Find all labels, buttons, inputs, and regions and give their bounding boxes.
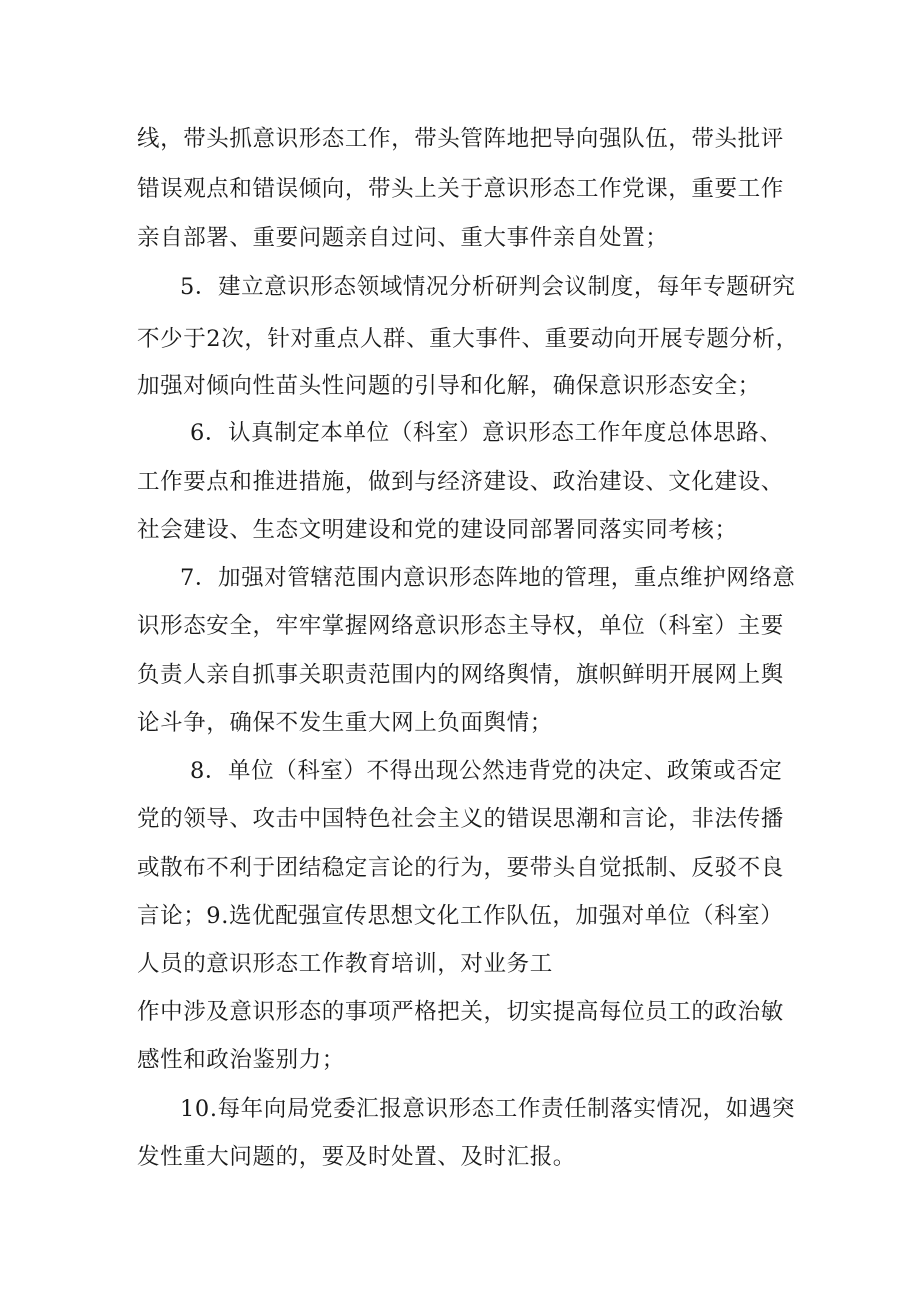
text-line: 不少于2次，针对重点人群、重大事件、重要动向开展专题分析， <box>137 326 799 352</box>
text-line: 或散布不利于团结稳定言论的行为，要带头自觉抵制、反驳不良 <box>137 855 784 881</box>
text-line: 作中涉及意识形态的事项严格把关，切实提高每位员工的政治敏 <box>137 999 784 1025</box>
text-line: 加强对倾向性苗头性问题的引导和化解，确保意识形态安全； <box>137 373 761 399</box>
text-line: 5．建立意识形态领域情况分析研判会议制度，每年专题研究 <box>180 274 796 300</box>
text-line: 错误观点和错误倾向，带头上关于意识形态工作党课，重要工作 <box>137 176 784 202</box>
text-line: 亲自部署、重要问题亲自过问、重大事件亲自处置； <box>137 225 669 251</box>
text-line: 8．单位（科室）不得出现公然违背党的决定、政策或否定 <box>190 758 783 784</box>
text-line: 感性和政治鉴别力； <box>137 1047 345 1073</box>
text-line: 7．加强对管辖范围内意识形态阵地的管理，重点维护网络意 <box>180 565 796 591</box>
text-line: 6．认真制定本单位（科室）意识形态工作年度总体思路、 <box>190 420 783 446</box>
text-line: 言论；9.选优配强宣传思想文化工作队伍，加强对单位（科室） <box>137 903 784 929</box>
text-line: 识形态安全，牢牢掌握网络意识形态主导权，单位（科室）主要 <box>137 613 784 639</box>
text-line: 10.每年向局党委汇报意识形态工作责任制落实情况，如遇突 <box>180 1096 796 1122</box>
text-line: 工作要点和推进措施，做到与经济建设、政治建设、文化建设、 <box>137 469 784 495</box>
text-line: 发性重大问题的，要及时处置、及时汇报。 <box>137 1144 576 1170</box>
text-line: 论斗争，确保不发生重大网上负面舆情； <box>137 710 553 736</box>
text-line: 人员的意识形态工作教育培训，对业务工 <box>137 951 553 977</box>
text-line: 社会建设、生态文明建设和党的建设同部署同落实同考核； <box>137 517 738 543</box>
text-line: 党的领导、攻击中国特色社会主义的错误思潮和言论，非法传播 <box>137 806 784 832</box>
text-line: 负责人亲自抓事关职责范围内的网络舆情，旗帜鲜明开展网上舆 <box>137 662 784 688</box>
text-line: 线，带头抓意识形态工作，带头管阵地把导向强队伍，带头批评 <box>137 126 784 152</box>
